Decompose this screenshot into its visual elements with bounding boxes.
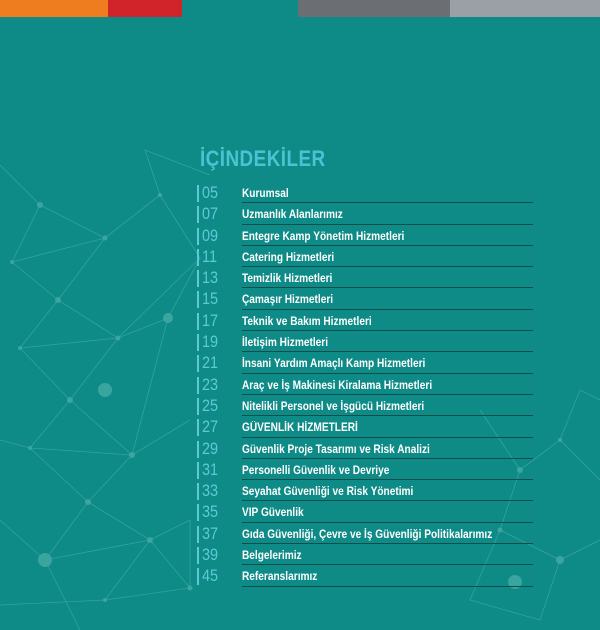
toc-entry-label: İnsani Yardım Amaçlı Kamp Hizmetleri (242, 358, 426, 371)
toc-page-number: 39 (202, 545, 219, 565)
toc-entry-label: GÜVENLİK HİZMETLERİ (242, 422, 358, 435)
toc-entry-label: Uzmanlık Alanlarımız (242, 209, 343, 222)
toc-entry[interactable] (197, 439, 537, 460)
toc-rule (242, 479, 533, 480)
toc-entry-label: Personelli Güvenlik ve Devriye (242, 464, 390, 477)
toc-rule (242, 543, 533, 544)
toc-entry[interactable] (197, 481, 537, 502)
page-number-bar (197, 441, 199, 458)
toc-page-number: 31 (202, 459, 219, 479)
page-number-bar (197, 483, 199, 500)
toc-entry[interactable] (197, 226, 537, 247)
page-number-bar (197, 228, 199, 245)
page-number-bar (197, 377, 199, 394)
toc-entry[interactable] (197, 247, 537, 268)
toc-entry-label: Çamaşır Hizmetleri (242, 294, 334, 307)
page-number-bar (197, 334, 199, 351)
toc-rule (242, 309, 533, 310)
toc-list (197, 183, 537, 588)
page-number-bar (197, 462, 199, 479)
toc-entry[interactable] (197, 204, 537, 225)
page-number-bar (197, 355, 199, 372)
toc-entry-label: Entegre Kamp Yönetim Hizmetleri (242, 230, 405, 243)
toc-page-number: 27 (202, 417, 219, 437)
page-number-bar (197, 249, 199, 266)
page-number-bar (197, 526, 199, 543)
toc-rule (242, 415, 533, 416)
toc-entry[interactable] (197, 566, 537, 587)
toc-title: İÇİNDEKİLER (200, 146, 326, 171)
toc-page-number: 17 (202, 310, 219, 330)
toc-entry-label: Catering Hizmetleri (242, 251, 335, 264)
toc-page-number: 35 (202, 502, 219, 522)
toc-entry-label: Nitelikli Personel ve İşgücü Hizmetleri (242, 400, 425, 413)
page-number-bar (197, 270, 199, 287)
toc-entry[interactable] (197, 417, 537, 438)
toc-entry-label: VIP Güvenlik (242, 507, 304, 520)
page-number-bar (197, 206, 199, 223)
toc-entry-label: Teknik ve Bakım Hizmetleri (242, 315, 372, 328)
toc-entry[interactable] (197, 545, 537, 566)
toc-rule (242, 330, 533, 331)
toc-entry[interactable] (197, 183, 537, 204)
toc-rule (242, 394, 533, 395)
toc-entry-label: Temizlik Hizmetleri (242, 273, 333, 286)
toc-page-number: 29 (202, 438, 219, 458)
toc-rule (242, 458, 533, 459)
toc-rule (242, 224, 533, 225)
toc-rule (242, 351, 533, 352)
toc-rule (242, 266, 533, 267)
toc-entry[interactable] (197, 332, 537, 353)
toc-page-number: 13 (202, 268, 219, 288)
toc-page-number: 15 (202, 289, 219, 309)
toc-entry[interactable] (197, 396, 537, 417)
toc-page-number: 09 (202, 225, 219, 245)
toc-page-number: 37 (202, 523, 219, 543)
page-number-bar (197, 504, 199, 521)
toc-entry-label: Gıda Güvenliği, Çevre ve İş Güvenliği Politikalarımız (242, 528, 493, 541)
toc-page-number: 19 (202, 332, 219, 352)
toc-page-number: 05 (202, 183, 219, 202)
toc-entry[interactable] (197, 311, 537, 332)
toc-page-number: 25 (202, 395, 219, 415)
toc-entry-label: Kurumsal (242, 188, 289, 200)
page-number-bar (197, 547, 199, 564)
toc-rule (242, 522, 533, 523)
toc-entry[interactable] (197, 289, 537, 310)
toc-entry[interactable] (197, 268, 537, 289)
page-number-bar (197, 313, 199, 330)
toc-entry[interactable] (197, 375, 537, 396)
page-number-bar (197, 568, 199, 585)
toc-page-number: 07 (202, 204, 219, 224)
page-number-bar (197, 398, 199, 415)
toc-rule (242, 373, 533, 374)
toc-entry-label: Referanslarımız (242, 571, 318, 584)
toc-entry[interactable] (197, 460, 537, 481)
toc-page-number: 21 (202, 353, 219, 373)
toc-entry-label: Seyahat Güvenliği ve Risk Yönetimi (242, 486, 414, 499)
page-number-bar (197, 419, 199, 436)
toc-rule (242, 564, 533, 565)
toc-entry[interactable] (197, 502, 537, 523)
toc-rule (242, 202, 533, 203)
toc-entry-label: Belgelerimiz (242, 550, 302, 563)
toc-entry-label: Araç ve İş Makinesi Kiralama Hizmetleri (242, 379, 433, 392)
toc-entry-label: Güvenlik Proje Tasarımı ve Risk Analizi (242, 443, 430, 456)
toc-rule (242, 586, 533, 587)
toc-page-number: 23 (202, 374, 219, 394)
page-number-bar (197, 185, 199, 202)
toc-rule (242, 245, 533, 246)
page-number-bar (197, 291, 199, 308)
toc-rule (242, 437, 533, 438)
toc-page-number: 11 (202, 246, 218, 266)
toc-page-number: 33 (202, 481, 219, 501)
toc-page-number: 45 (202, 566, 219, 586)
toc-entry[interactable] (197, 353, 537, 374)
toc-rule (242, 500, 533, 501)
toc-rule (242, 287, 533, 288)
toc-entry-label: İletişim Hizmetleri (242, 337, 329, 350)
toc-entry[interactable] (197, 524, 537, 545)
